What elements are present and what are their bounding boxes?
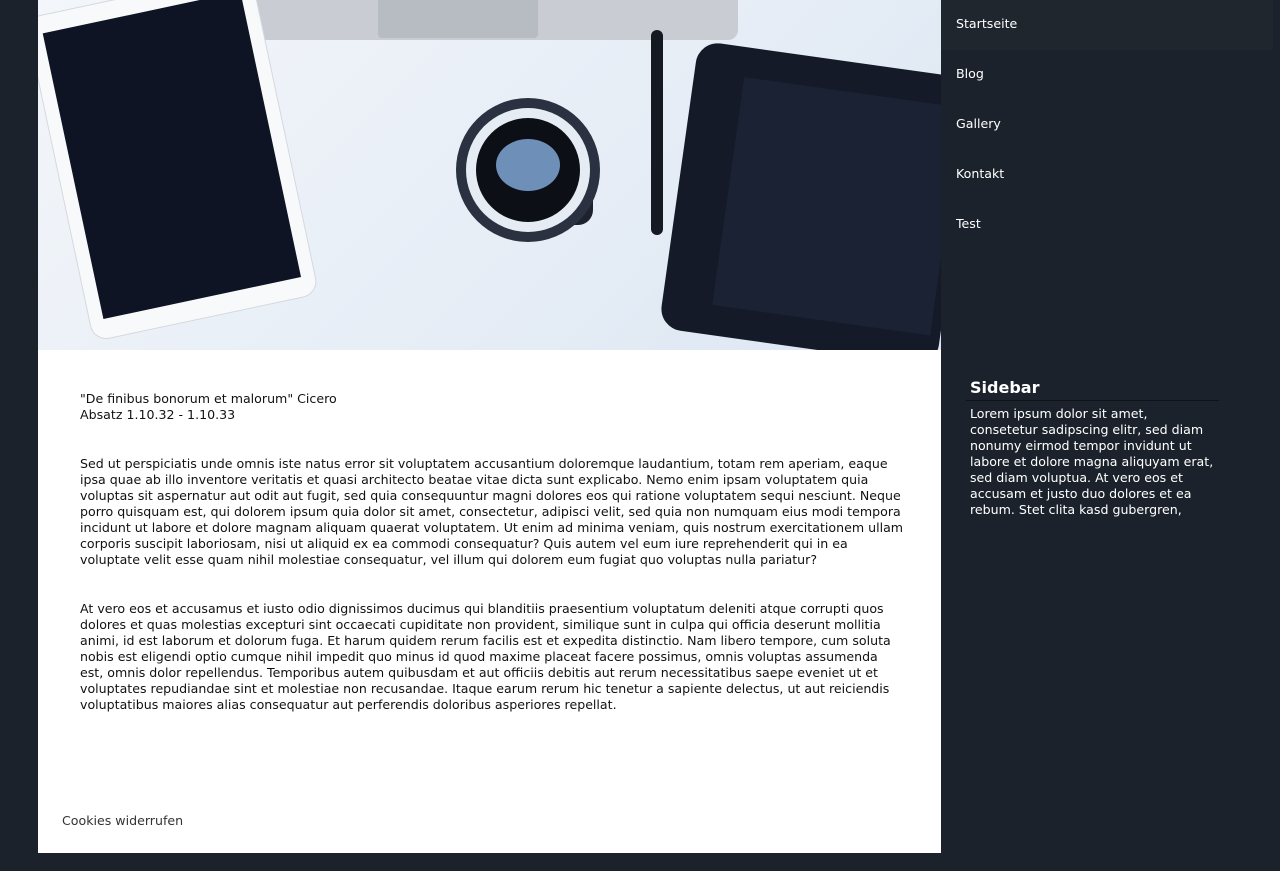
cookies-revoke-link[interactable]: Cookies widerrufen bbox=[62, 813, 184, 828]
sidebar-text: Lorem ipsum dolor sit amet, consetetur sadipscing elitr, sed diam nonumy eirmod tempor invidunt ut labore et dolore magna aliquyam erat, sed diam voluptua. At vero eos et accusam et justo duo dolores et ea rebum. Stet clita kasd gubergren, bbox=[970, 406, 1214, 517]
sidebar bbox=[966, 378, 1219, 523]
graphics-tablet bbox=[659, 40, 941, 350]
main-navigation bbox=[941, 0, 1273, 250]
nav-item-startseite[interactable]: Startseite bbox=[941, 0, 1273, 50]
sidebar-title: Sidebar bbox=[966, 378, 1219, 401]
nav-item-kontakt[interactable]: Kontakt bbox=[956, 166, 1005, 181]
pen bbox=[651, 30, 663, 235]
hero-image bbox=[38, 0, 941, 350]
main-content bbox=[38, 350, 941, 853]
desk-photo-illustration bbox=[38, 0, 941, 350]
paragraph-2: At vero eos et accusamus et iusto odio dignissimos ducimus qui blanditiis praesentium voluptatum deleniti atque corrupti quos dolores et quas molestias excepturi sint occaecati cupiditate non provident, similique sunt in culpa qui officia deserunt mollitia animi, id est laborum et dolorum fuga. Et harum quidem rerum facilis est et expedita distinctio. Nam libero tempore, cum soluta nobis est eligendi optio cumque nihil impedit quo minus id quod maxime placeat facere possimus, omnis voluptas assumenda est, omnis dolor repellendus. Temporibus autem quibusdam et aut officiis debitis aut rerum necessitatibus saepe eveniet ut et voluptates repudiandae sint et molestiae non recusandae. Itaque earum rerum hic tenetur a sapiente delectus, ut aut reiciendis voluptatibus maiores alias consequatur aut perferendis doloribus asperiores repellat. bbox=[80, 601, 891, 712]
nav-item-gallery[interactable]: Gallery bbox=[956, 116, 1001, 131]
article-title: "De finibus bonorum et malorum" Cicero bbox=[80, 391, 337, 406]
nav-item-test[interactable]: Test bbox=[956, 216, 981, 231]
article-subtitle: Absatz 1.10.32 - 1.10.33 bbox=[80, 407, 236, 422]
nav-item-blog[interactable]: Blog bbox=[956, 66, 984, 81]
tablet bbox=[38, 0, 319, 341]
paragraph-1: Sed ut perspiciatis unde omnis iste natus error sit voluptatem accusantium doloremque laudantium, totam rem aperiam, eaque ipsa quae ab illo inventore veritatis et quasi architecto beatae vitae dicta sunt explicabo. Nemo enim ipsam voluptatem quia voluptas sit aspernatur aut odit aut fugit, sed quia consequuntur magni dolores eos qui ratione voluptatem sequi nesciunt. Neque porro quisquam est, qui dolorem ipsum quia dolor sit amet, consectetur, adipisci velit, sed quia non numquam eius modi tempora incidunt ut labore et dolore magnam aliquam quaerat voluptatem. Ut enim ad minima veniam, quis nostrum exercitationem ullam corporis suscipit laboriosam, nisi ut aliquid ex ea commodi consequatur? Quis autem vel eum iure reprehenderit qui in ea voluptate velit esse quam nihil molestiae consequatur, vel illum qui dolorem eum fugiat quo voluptas nulla pariatur? bbox=[80, 456, 904, 567]
coffee-cup bbox=[456, 98, 600, 242]
